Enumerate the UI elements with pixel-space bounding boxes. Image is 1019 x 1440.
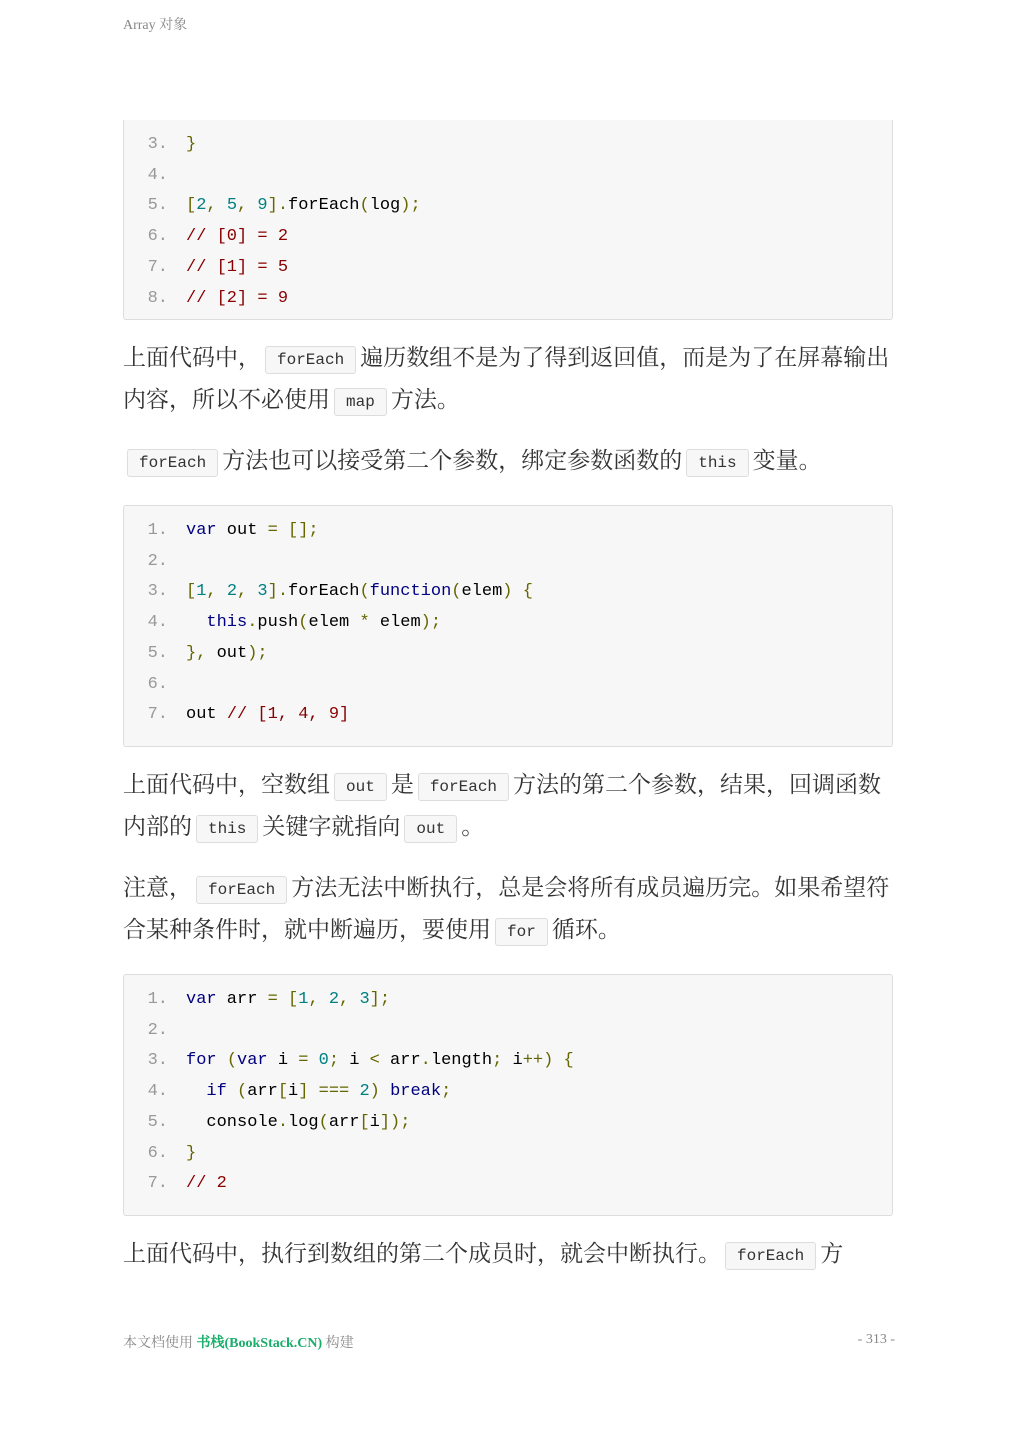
code-token: i [502,1051,523,1071]
code-line [124,607,441,638]
code-token: { [522,582,533,602]
code-token: i [267,1051,299,1071]
code-token: // 2 [186,1174,227,1194]
code-token: ); [247,643,268,663]
code-token: i [339,1051,370,1071]
code-token: , [237,196,258,216]
page-number: - 313 - [857,1332,895,1347]
line-number: 5. [147,643,168,663]
code-token: function [369,582,452,602]
code-token: arr [216,990,268,1009]
code-token: [ [359,1112,370,1132]
code-token: . [420,1051,431,1071]
code-token: [ [288,990,299,1009]
inline-code: this [196,815,258,843]
code-block [123,505,893,747]
line-number: 7. [147,257,168,277]
line-number: 6. [147,674,168,694]
code-line [124,252,288,283]
code-token: ( [237,1082,248,1102]
code-token: 3 [257,582,268,602]
code-token: i [369,1112,380,1132]
code-line [124,669,186,700]
inline-code: forEach [127,449,218,477]
code-token: out [206,643,248,663]
code-token: // [1] = 5 [186,257,289,277]
code-token: } [186,135,197,154]
code-token: this [206,613,248,633]
code-token: 2 [359,1082,370,1102]
inline-code: out [404,815,457,843]
code-line [124,283,288,314]
code-token: elem [308,613,360,633]
line-number: 2. [147,551,168,571]
code-line [124,1076,451,1107]
code-token: ]. [267,196,289,216]
code-token: arr [379,1051,421,1071]
line-number: 4. [147,1082,168,1102]
code-token: out [216,521,268,540]
code-token [513,582,523,601]
code-token: var [186,521,217,540]
code-token: length [430,1051,493,1071]
line-number: 5. [147,1112,168,1132]
code-line [124,1015,186,1046]
line-number: 5. [147,196,168,216]
inline-code: forEach [265,346,356,374]
line-number: 3. [147,1051,168,1071]
code-token: // [2] = 9 [186,288,289,308]
line-number: 2. [147,1020,168,1040]
code-token: var [237,1051,268,1071]
code-token: // [1, 4, 9] [226,705,350,725]
line-number: 7. [147,1174,168,1194]
code-line [124,1107,410,1138]
code-token: [ [277,1082,289,1102]
paragraph: forEach 方法也可以接受第二个参数，绑定参数函数的 this 变量。 [123,440,895,482]
code-token: 5 [226,196,238,216]
code-block [123,120,893,320]
code-token: push [257,613,299,633]
code-token: break [390,1082,442,1102]
code-token [380,1082,390,1101]
code-token: ( [359,582,370,602]
code-token: === [318,1082,350,1102]
code-token [278,990,288,1009]
paragraph: 上面代码中，执行到数组的第二个成员时，就会中断执行。 forEach 方 [123,1233,895,1275]
code-line [124,1045,574,1076]
code-token: forEach [288,582,360,602]
code-token: ( [226,1051,238,1071]
code-token: // [0] = 2 [186,227,289,247]
line-number: 1. [147,990,168,1009]
code-token: ] [298,1082,309,1102]
code-token: console [186,1112,278,1132]
code-token: ; [492,1051,503,1071]
code-token: ; [328,1051,340,1071]
code-line [124,576,533,607]
code-token: ( [359,196,370,216]
footer-credit: 本文档使用 书栈(BookStack.CN) 构建 [123,1336,354,1351]
code-token: arr [247,1082,278,1102]
code-token: . [247,613,258,633]
inline-code: for [495,918,548,946]
code-token: , [206,582,227,602]
code-line [124,638,268,669]
code-token: < [369,1051,380,1071]
code-token: if [206,1082,227,1102]
code-token: i [288,1082,299,1102]
code-token: ( [298,613,309,633]
code-token: 2 [328,990,340,1009]
line-number: 7. [147,705,168,725]
paragraph: 上面代码中， forEach 遍历数组不是为了得到返回值，而是为了在屏幕输出内容，所以不必使用 map 方法。 [123,337,895,421]
code-token [308,1051,318,1070]
code-line [124,1168,227,1199]
code-line [124,699,349,730]
code-line [124,546,186,577]
code-token: log [369,196,401,216]
code-token [186,613,206,632]
code-token: elem [369,613,421,633]
code-token [553,1051,563,1070]
paragraph: 注意， forEach 方法无法中断执行，总是会将所有成员遍历完。如果希望符合某种条件时，就中断遍历，要使用 for 循环。 [123,867,895,951]
inline-code: forEach [418,773,509,801]
code-token: 0 [318,1051,329,1071]
code-token [227,1082,237,1101]
line-number: 1. [147,521,168,540]
code-token: [ [186,196,197,216]
line-number: 4. [147,165,168,185]
code-token: ); [400,196,421,216]
code-token: ( [318,1112,329,1132]
inline-code: this [686,449,748,477]
code-line [124,1138,196,1169]
code-token: 2 [196,196,207,216]
code-line [124,515,319,546]
code-token: { [563,1051,574,1071]
code-token [308,1082,318,1101]
code-token: = [267,990,278,1009]
code-line [124,221,288,252]
line-number: 4. [147,613,168,633]
code-token: ) [502,582,513,602]
code-token: = [298,1051,309,1071]
code-token: ++) [522,1051,554,1071]
code-token: 3 [359,990,370,1009]
inline-code: forEach [725,1242,816,1270]
line-number: 6. [147,1143,168,1163]
code-token: ]); [379,1112,411,1132]
line-number: 3. [147,582,168,602]
code-token: , [308,990,329,1009]
code-token: ( [451,582,462,602]
code-token: var [186,990,217,1009]
code-token: 1 [298,990,309,1009]
code-line [124,190,421,221]
code-line [124,984,390,1015]
paragraph: 上面代码中，空数组 out 是 forEach 方法的第二个参数，结果，回调函数内部的 this 关键字就指向 out 。 [123,764,895,848]
code-token [278,521,288,540]
code-token [349,1082,359,1101]
code-token: ; [441,1082,452,1102]
inline-code: forEach [196,876,287,904]
code-token: ]. [267,582,289,602]
code-block [123,974,893,1216]
code-token: ]; [369,990,391,1009]
code-line [124,129,196,160]
code-token: } [186,1143,197,1163]
code-token: forEach [288,196,360,216]
line-number: 8. [147,288,168,308]
line-number: 6. [147,227,168,247]
code-token: = [267,521,278,540]
running-header: Array 对象 [123,18,188,33]
code-token: ) [369,1082,380,1102]
code-token: ); [420,613,442,633]
code-token: for [186,1051,217,1071]
code-token: , [206,196,227,216]
code-token: 1 [196,582,207,602]
code-token: elem [461,582,503,602]
code-token [186,1082,206,1101]
code-token: []; [288,521,319,540]
code-token: [ [186,582,197,602]
code-token: , [237,582,258,602]
inline-code: map [334,388,387,416]
code-token: 2 [226,582,238,602]
code-token: * [359,613,370,633]
code-token: arr [328,1112,360,1132]
footer-brand-link[interactable]: 书栈(BookStack.CN) [196,1336,323,1351]
code-line [124,160,186,191]
code-token: log [288,1112,319,1132]
inline-code: out [334,773,387,801]
code-token: out [186,705,227,725]
code-token: . [277,1112,289,1132]
code-token: }, [186,643,207,663]
line-number: 3. [147,135,168,154]
code-token: 9 [257,196,268,216]
code-token: , [339,990,360,1009]
code-token [217,1051,227,1070]
